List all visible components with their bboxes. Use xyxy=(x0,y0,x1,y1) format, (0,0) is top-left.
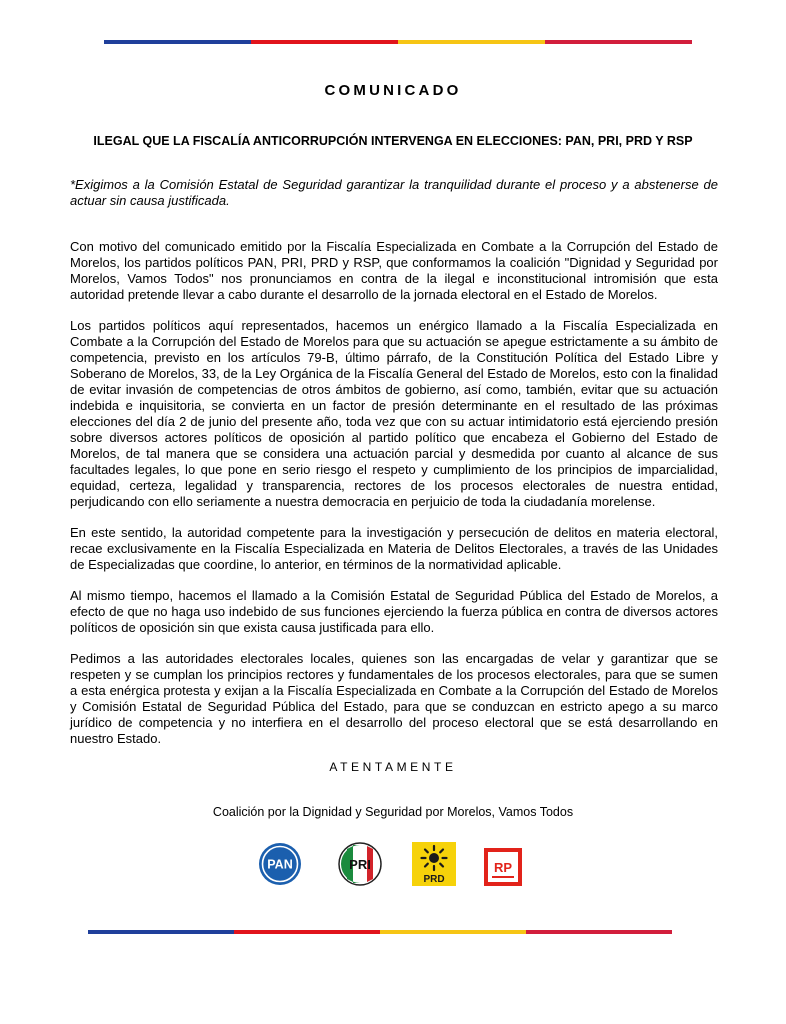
stripe-red xyxy=(234,930,380,934)
closing: ATENTAMENTE xyxy=(329,760,457,774)
pan-logo-icon xyxy=(258,842,302,886)
stripe-blue xyxy=(88,930,234,934)
top-color-stripe xyxy=(104,40,692,44)
paragraph-5: Pedimos a las autoridades electorales locales, quienes son las encargadas de velar y garantizar que se respeten y se cumplan los principios rectores y fundamentales de los procesos electorales, para que se sumen a esta enérgica protesta y exijan a la Fiscalía Especializada en Combate a la Corrupción del Estado de Morelos y Comisión Estatal de Seguridad Pública del Estado, para que se conduzcan en estricto apego a su marco jurídico de competencia y no interfiera en el desarrollo del proceso electoral que se está desarrollando en nuestro Estado. xyxy=(70,651,718,746)
paragraph-4: Al mismo tiempo, hacemos el llamado a la Comisión Estatal de Seguridad Pública del Estado de Morelos, a efecto de que no haga uso indebido de sus funciones ejerciendo la fuerza pública en contra de diversos actores políticos de oposición sin que exista causa justificada para ello. xyxy=(70,588,718,635)
stripe-yellow xyxy=(380,930,526,934)
rsp-logo-icon xyxy=(484,848,522,886)
stripe-crimson xyxy=(526,930,672,934)
stripe-blue xyxy=(104,40,251,44)
body-text xyxy=(70,239,718,762)
pri-logo-icon xyxy=(338,842,382,886)
prd-logo-text: PRD xyxy=(423,874,445,885)
party-logos xyxy=(258,842,528,892)
headline: ILEGAL QUE LA FISCALÍA ANTICORRUPCIÓN INTERVENGA EN ELECCIONES: PAN, PRI, PRD Y RSP xyxy=(93,134,693,148)
paragraph-3: En este sentido, la autoridad competente para la investigación y persecución de delitos en materia electoral, recae exclusivamente en la Fiscalía Especializada en Materia de Delitos Electorales, a través de las Unidades de Especializadas que coordine, lo anterior, en términos de la normatividad aplicable. xyxy=(70,525,718,572)
pri-logo-text: PRI xyxy=(349,857,371,872)
stripe-yellow xyxy=(398,40,545,44)
signature: Coalición por la Dignidad y Seguridad por Morelos, Vamos Todos xyxy=(212,805,574,819)
rsp-logo-text: RP xyxy=(493,860,513,875)
stripe-red xyxy=(251,40,398,44)
stripe-crimson xyxy=(545,40,692,44)
prd-sun-logo-icon xyxy=(412,842,456,886)
paragraph-1: Con motivo del comunicado emitido por la Fiscalía Especializada en Combate a la Corrupción del Estado de Morelos, los partidos políticos PAN, PRI, PRD y RSP, que conformamos la coalición "Dignidad y Seguridad por Morelos, Vamos Todos" nos pronunciamos en contra de la ilegal e inconstitucional intromisión que esta autoridad pretende llevar a cabo durante el desarrollo de la jornada electoral en el Estado de Morelos. xyxy=(70,239,718,302)
lead-statement: *Exigimos a la Comisión Estatal de Seguridad garantizar la tranquilidad durante el proceso y a abstenerse de actuar sin causa justificada. xyxy=(70,177,718,208)
paragraph-2: Los partidos políticos aquí representados, hacemos un enérgico llamado a la Fiscalía Especializada en Combate a la Corrupción del Estado de Morelos para que su actuación se apegue estrictamente a su ámbito de competencia, previsto en los artículos 79-B, último párrafo, de la Constitución Política del Estado Libre y Soberano de Morelos, 33, de la Ley Orgánica de la Fiscalía General del Estado de Morelos, esto con la finalidad de evitar invasión de competencias de otros ámbitos de gobierno, así como, también, evitar que su actuación indebida e inquisitoria, se convierta en un factor de presión determinante en el resultado de las próximas elecciones del día 2 de junio del presente año, toda vez que con su actuar intimidatorio está ejerciendo presión sobre diversos actores políticos de oposición al partido político que encabeza el Gobierno del Estado de Morelos, de tal manera que se considera una actuación parcial y desmedida por cuanto al alcance de sus facultades legales, lo que pone en serio riesgo el respeto y cumplimiento de los principios de imparcialidad, equidad, certeza, legalidad y transparencia, rectores de los procesos electorales de nuestra entidad, perjudicando con ello seriamente a nuestra democracia en perjuicio de toda la ciudadanía morelense. xyxy=(70,318,718,509)
bottom-color-stripe xyxy=(88,930,672,934)
document-title: COMUNICADO xyxy=(324,82,462,99)
pan-logo-text: PAN xyxy=(267,857,293,872)
